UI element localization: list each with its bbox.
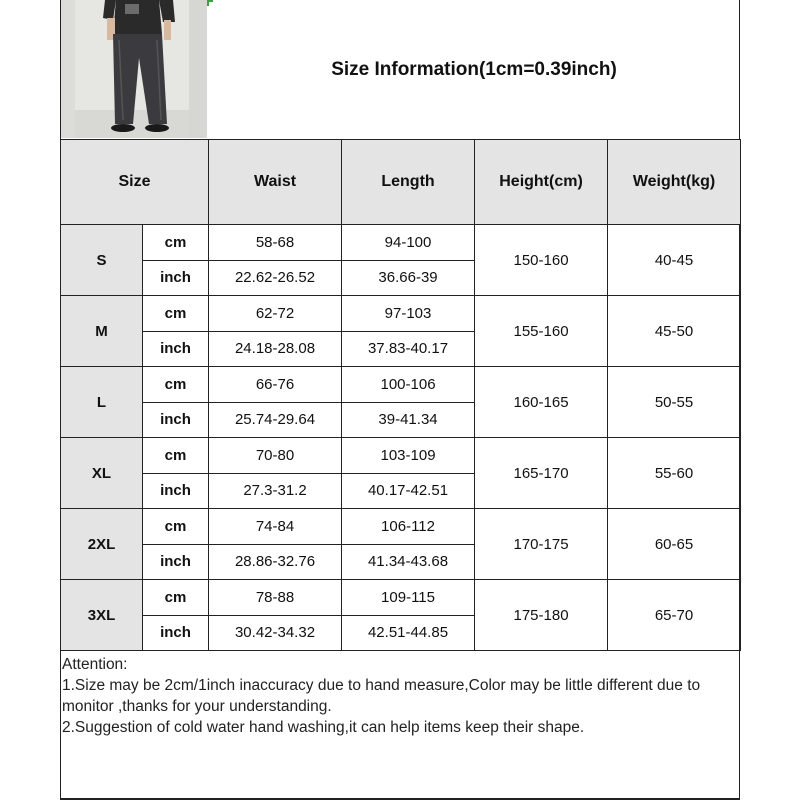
- length-cm: 100-106: [342, 367, 475, 403]
- waist-inch: 30.42-34.32: [209, 615, 342, 651]
- bottom-border: [60, 798, 740, 800]
- table-row: [61, 296, 741, 332]
- length-inch: 37.83-40.17: [342, 331, 475, 367]
- size-label: 2XL: [61, 509, 143, 580]
- size-label: L: [61, 367, 143, 438]
- waist-cm: 74-84: [209, 509, 342, 545]
- header-waist: Waist: [209, 140, 342, 225]
- height-value: 150-160: [475, 225, 608, 296]
- table-row: [61, 438, 741, 474]
- length-cm: 97-103: [342, 296, 475, 332]
- size-label: M: [61, 296, 143, 367]
- waist-cm: 58-68: [209, 225, 342, 261]
- unit-inch: inch: [143, 260, 209, 296]
- notes-heading: Attention:: [62, 656, 128, 673]
- table-row: [61, 367, 741, 403]
- unit-inch: inch: [143, 402, 209, 438]
- page-title: Size Information(1cm=0.39inch): [331, 58, 617, 80]
- waist-inch: 22.62-26.52: [209, 260, 342, 296]
- length-inch: 39-41.34: [342, 402, 475, 438]
- weight-value: 45-50: [608, 296, 741, 367]
- unit-cm: cm: [143, 296, 209, 332]
- waist-cm: 66-76: [209, 367, 342, 403]
- unit-inch: inch: [143, 544, 209, 580]
- waist-cm: 78-88: [209, 580, 342, 616]
- length-inch: 36.66-39: [342, 260, 475, 296]
- waist-cm: 62-72: [209, 296, 342, 332]
- length-inch: 41.34-43.68: [342, 544, 475, 580]
- waist-inch: 27.3-31.2: [209, 473, 342, 509]
- height-value: 165-170: [475, 438, 608, 509]
- table-header-row: [61, 140, 741, 225]
- header-length: Length: [342, 140, 475, 225]
- weight-value: 60-65: [608, 509, 741, 580]
- unit-cm: cm: [143, 367, 209, 403]
- table-row: [61, 225, 741, 261]
- length-cm: 106-112: [342, 509, 475, 545]
- waist-cm: 70-80: [209, 438, 342, 474]
- waist-inch: 28.86-32.76: [209, 544, 342, 580]
- size-label: S: [61, 225, 143, 296]
- product-photo: [61, 0, 207, 138]
- size-label: XL: [61, 438, 143, 509]
- weight-value: 65-70: [608, 580, 741, 651]
- height-value: 170-175: [475, 509, 608, 580]
- unit-inch: inch: [143, 615, 209, 651]
- height-value: 155-160: [475, 296, 608, 367]
- unit-cm: cm: [143, 509, 209, 545]
- weight-value: 55-60: [608, 438, 741, 509]
- length-inch: 42.51-44.85: [342, 615, 475, 651]
- height-value: 175-180: [475, 580, 608, 651]
- waist-inch: 24.18-28.08: [209, 331, 342, 367]
- weight-value: 40-45: [608, 225, 741, 296]
- attention-notes: [62, 654, 738, 738]
- unit-cm: cm: [143, 438, 209, 474]
- size-label: 3XL: [61, 580, 143, 651]
- header-weight: Weight(kg): [608, 140, 741, 225]
- length-cm: 94-100: [342, 225, 475, 261]
- unit-cm: cm: [143, 225, 209, 261]
- length-inch: 40.17-42.51: [342, 473, 475, 509]
- model-figure-image: [61, 0, 207, 138]
- notes-line-1: 1.Size may be 2cm/1inch inaccuracy due to hand measure,Color may be little different due to monitor ,thanks for your understanding.: [62, 677, 701, 715]
- height-value: 160-165: [475, 367, 608, 438]
- weight-value: 50-55: [608, 367, 741, 438]
- unit-cm: cm: [143, 580, 209, 616]
- table-row: [61, 509, 741, 545]
- unit-inch: inch: [143, 473, 209, 509]
- header-height: Height(cm): [475, 140, 608, 225]
- length-cm: 109-115: [342, 580, 475, 616]
- notes-line-2: 2.Suggestion of cold water hand washing,it can help items keep their shape.: [62, 719, 585, 736]
- table-row: [61, 580, 741, 616]
- waist-inch: 25.74-29.64: [209, 402, 342, 438]
- size-chart-table: [60, 139, 741, 651]
- length-cm: 103-109: [342, 438, 475, 474]
- unit-inch: inch: [143, 331, 209, 367]
- header-size: Size: [61, 140, 209, 225]
